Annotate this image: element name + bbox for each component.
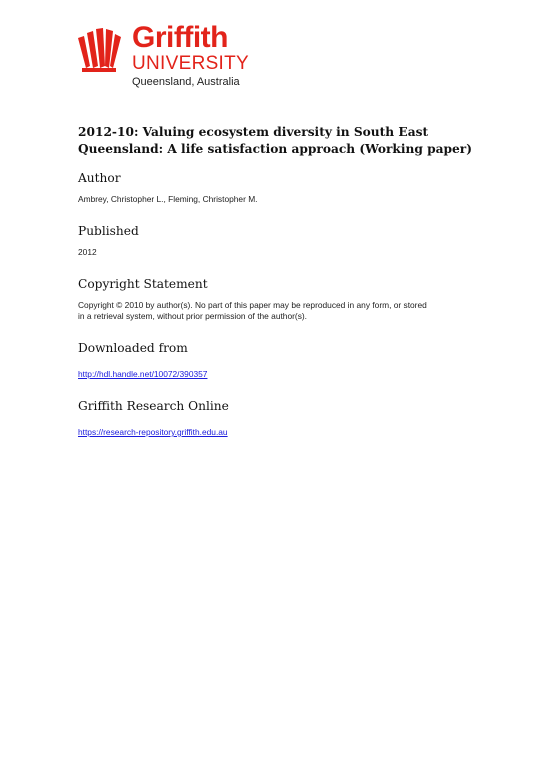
author-value: Ambrey, Christopher L., Fleming, Christopher M. <box>78 194 258 204</box>
cover-page-content <box>78 124 478 457</box>
document-title <box>78 124 478 158</box>
copyright-line-2: in a retrieval system, without prior permission of the author(s). <box>78 311 308 321</box>
university-logo <box>76 21 256 94</box>
document-title-line-1: 2012-10: Valuing ecosystem diversity in South East <box>78 125 429 139</box>
downloaded-heading: Downloaded from <box>78 341 188 355</box>
logo-location: Queensland, Australia <box>132 76 240 88</box>
repository-heading: Griffith Research Online <box>78 399 229 413</box>
handle-link[interactable]: http://hdl.handle.net/10072/390357 <box>78 369 208 379</box>
copyright-line-1: Copyright © 2010 by author(s). No part of this paper may be reproduced in any form, or stored <box>78 300 427 310</box>
griffith-flame-logo-icon <box>76 28 128 72</box>
published-value: 2012 <box>78 247 97 257</box>
logo-name: Griffith <box>132 21 228 54</box>
logo-university: UNIVERSITY <box>132 53 250 74</box>
copyright-heading: Copyright Statement <box>78 277 208 291</box>
document-title-line-2: Queensland: A life satisfaction approach (Working paper) <box>78 142 472 156</box>
repository-link[interactable]: https://research-repository.griffith.edu.au <box>78 427 228 437</box>
published-heading: Published <box>78 224 139 238</box>
copyright-statement <box>78 300 478 322</box>
author-heading: Author <box>78 171 121 185</box>
